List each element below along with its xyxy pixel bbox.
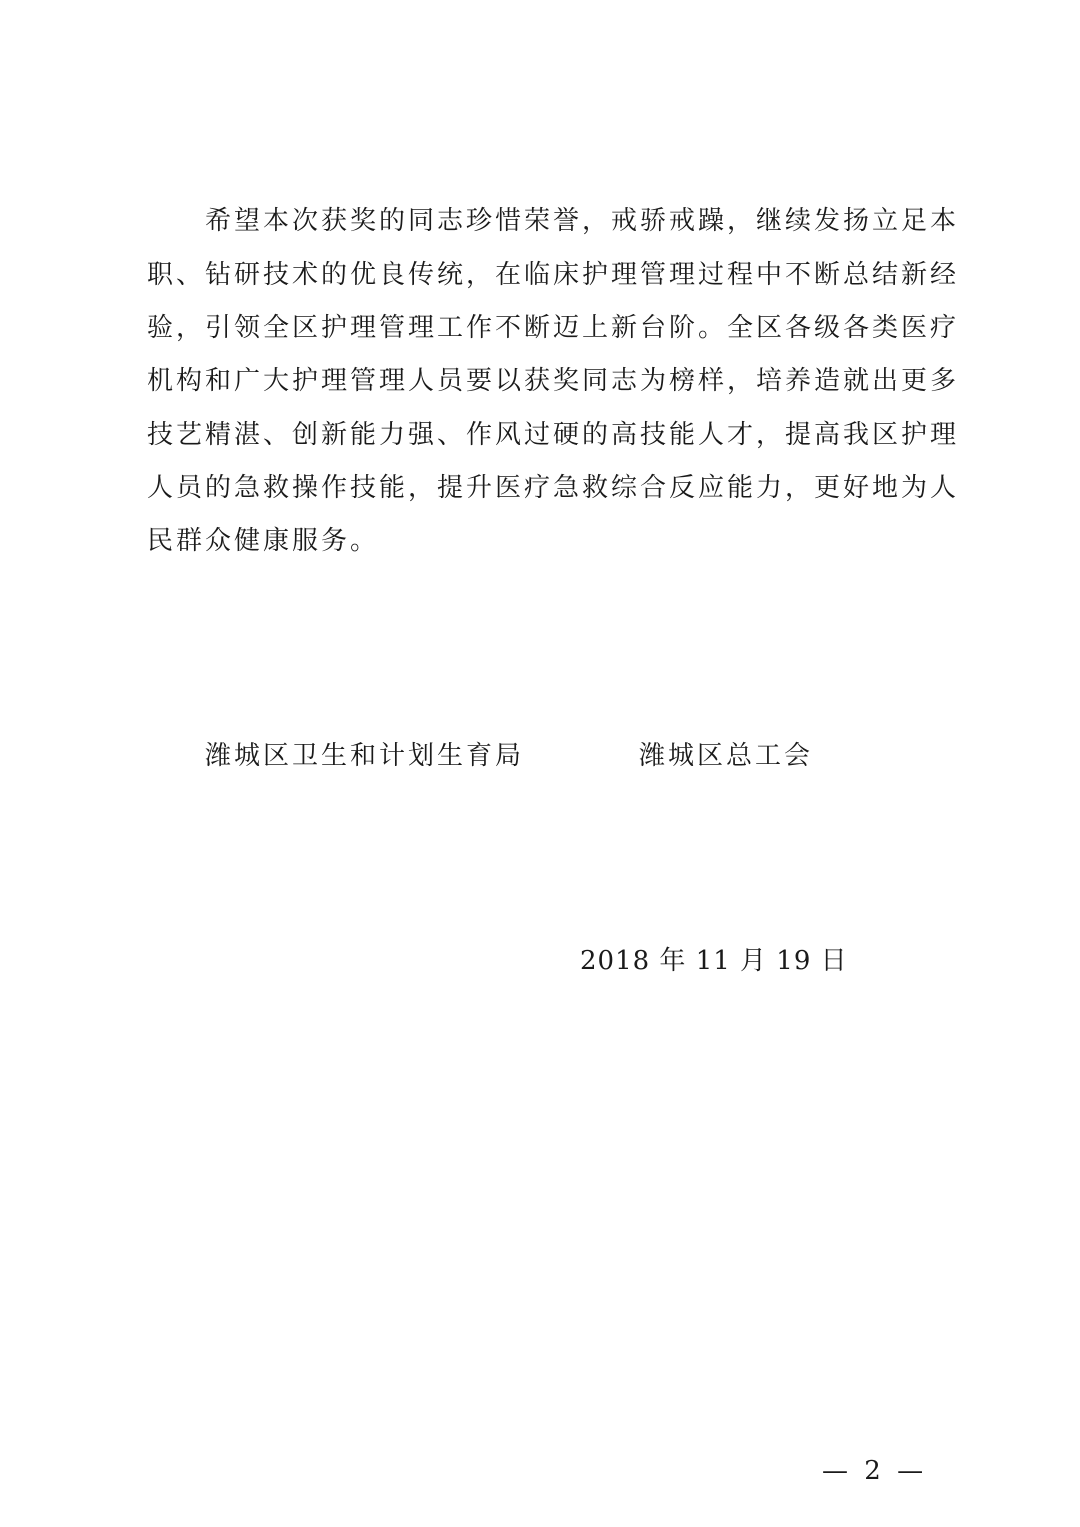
paragraph-line: 验，引领全区护理管理工作不断迈上新台阶。全区各级各类医疗 xyxy=(147,313,960,343)
paragraph-line: 民群众健康服务。 xyxy=(147,526,380,556)
signature-org-health-bureau: 潍城区卫生和计划生育局 xyxy=(205,741,525,771)
paragraph-line: 人员的急救操作技能，提升医疗急救综合反应能力，更好地为人 xyxy=(147,473,960,503)
paragraph-line: 希望本次获奖的同志珍惜荣誉，戒骄戒躁，继续发扬立足本 xyxy=(205,206,960,236)
page-number: — 2 — xyxy=(822,1456,928,1486)
document-date: 2018 年 11 月 19 日 xyxy=(580,946,848,976)
paragraph-line: 职、钻研技术的优良传统，在临床护理管理过程中不断总结新经 xyxy=(147,260,960,290)
paragraph-line: 技艺精湛、创新能力强、作风过硬的高技能人才，提高我区护理 xyxy=(147,420,960,450)
paragraph-line: 机构和广大护理管理人员要以获奖同志为榜样，培养造就出更多 xyxy=(147,366,960,396)
signature-org-trade-union: 潍城区总工会 xyxy=(639,741,814,771)
